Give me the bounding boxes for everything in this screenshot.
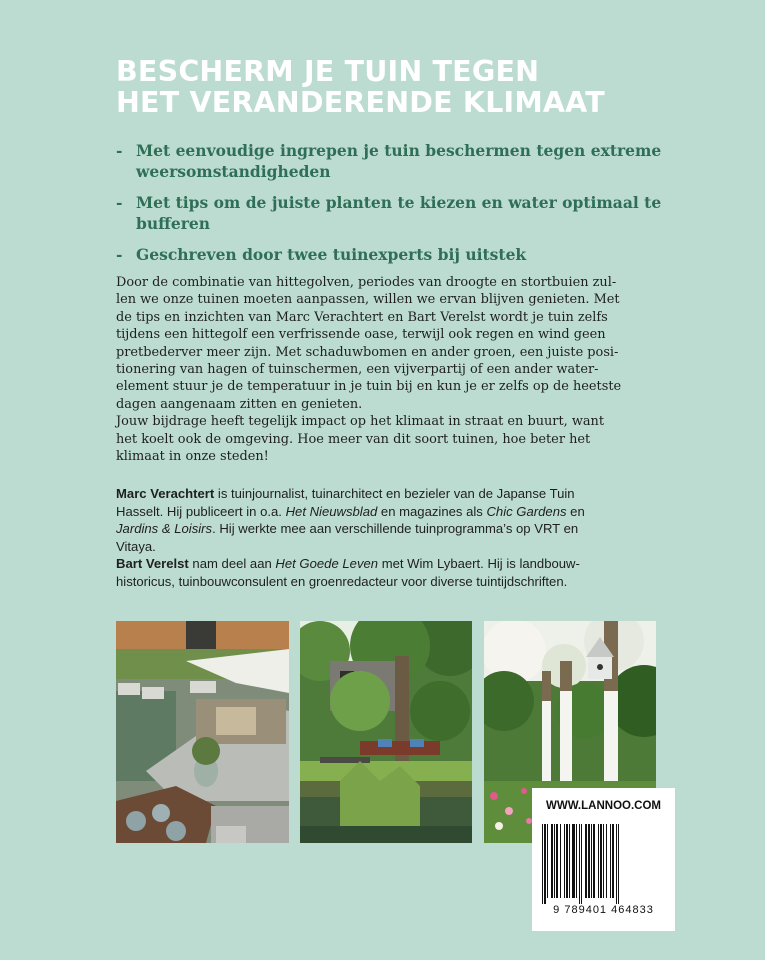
isbn-number: 9 789401 464833 bbox=[553, 904, 654, 916]
headline-line-1: BESCHERM JE TUIN TEGEN bbox=[116, 55, 540, 88]
bio-line bbox=[116, 573, 656, 591]
intro-line: element stuur je de temperatuur in je tuin bij en kun je er zelfs op de heetste bbox=[116, 379, 622, 395]
bio-line bbox=[116, 485, 656, 503]
barcode-bar bbox=[564, 824, 565, 898]
barcode-bar bbox=[603, 824, 604, 898]
bio-text: is tuinjournalist, tuinarchitect en bezieler van de Japanse Tuin bbox=[214, 486, 575, 501]
headline-line-2: HET VERANDERENDE KLIMAAT bbox=[116, 86, 605, 119]
bullet-dash: - bbox=[116, 193, 123, 212]
barcode-bar bbox=[600, 824, 602, 898]
bio-text: Vitaya. bbox=[116, 538, 156, 554]
barcode-bar bbox=[579, 824, 580, 904]
photo-pond-image bbox=[300, 621, 472, 843]
publication-title: Chic Gardens bbox=[486, 503, 567, 519]
bio-text: en bbox=[566, 503, 585, 519]
barcode-bar bbox=[560, 824, 561, 898]
intro-line: len we onze tuinen moeten aanpassen, willen we ervan blijven genieten. Met bbox=[116, 292, 620, 308]
barcode-bar bbox=[547, 824, 548, 898]
bio-text: nam deel aan bbox=[188, 556, 276, 572]
barcode-bar bbox=[581, 824, 582, 904]
intro-line: Jouw bijdrage heeft tegelijk impact op het klimaat in straat en buurt, want bbox=[116, 414, 605, 430]
barcode-bar bbox=[591, 824, 592, 898]
barcode-bar bbox=[618, 824, 619, 904]
author-name: Marc Verachtert bbox=[116, 486, 215, 501]
intro-line: de tips en inzichten van Marc Verachtert en Bart Verelst wordt je tuin zelfs bbox=[116, 309, 608, 325]
barcode-bar bbox=[612, 824, 614, 898]
author-bio bbox=[116, 485, 656, 591]
intro-line: tijdens een hittegolf een verfrissende oase, terwijl ook regen en wind geen bbox=[116, 327, 606, 343]
intro-line: dagen aangenaam zitten en genieten. bbox=[116, 396, 363, 412]
bullet-dash: - bbox=[116, 141, 123, 160]
barcode-panel bbox=[532, 788, 675, 931]
barcode-bar bbox=[606, 824, 607, 898]
barcode-bar bbox=[585, 824, 587, 898]
barcode-bar bbox=[551, 824, 553, 898]
barcode-bar bbox=[588, 824, 590, 898]
barcode-bar bbox=[593, 824, 595, 898]
bio-line bbox=[116, 555, 656, 573]
barcode-bar bbox=[616, 824, 617, 904]
barcode-bar bbox=[566, 824, 568, 898]
intro-line: klimaat in onze steden! bbox=[116, 449, 269, 465]
intro-line: Door de combinatie van hittegolven, periodes van droogte en stortbuien zul- bbox=[116, 275, 617, 290]
bio-text: met Wim Lybaert. Hij is landbouw- bbox=[378, 556, 580, 572]
barcode-bar bbox=[554, 824, 555, 898]
photo-terrace-image bbox=[116, 621, 289, 843]
bullet-dash: - bbox=[116, 245, 123, 264]
program-title: Het Goede Leven bbox=[275, 556, 379, 572]
barcode-bar bbox=[556, 824, 558, 898]
bio-line bbox=[116, 503, 656, 521]
feature-text: Met tips om de juiste planten te kiezen en water optimaal te bufferen bbox=[136, 193, 662, 233]
barcode-bar bbox=[542, 824, 543, 904]
intro-line: het koelt ook de omgeving. Hoe meer van dit soort tuinen, hoe beter het bbox=[116, 431, 591, 447]
photo-terrace-with-pond bbox=[116, 621, 289, 843]
barcode-bar bbox=[572, 824, 575, 898]
barcode-bar bbox=[598, 824, 599, 898]
author-name: Bart Verelst bbox=[116, 556, 189, 572]
bio-text: Hasselt. Hij publiceert in o.a. bbox=[116, 503, 286, 519]
feature-item bbox=[116, 244, 676, 265]
intro-line: pretbederver meer zijn. Met schaduwbomen en ander groen, een juiste posi- bbox=[116, 344, 619, 360]
barcode-bar bbox=[576, 824, 577, 898]
intro-line: tionering van hagen of tuinschermen, een vijverpartij of een ander water- bbox=[116, 362, 599, 378]
photo-garden-pond-with-tree bbox=[300, 621, 472, 843]
bio-text: . Hij werkte mee aan verschillende tuinprogramma’s op VRT en bbox=[212, 521, 579, 537]
feature-text: Met eenvoudige ingrepen je tuin beschermen tegen extreme weersomstandigheden bbox=[136, 141, 662, 181]
headline bbox=[116, 56, 605, 118]
publication-title: Jardins & Loisirs bbox=[116, 521, 213, 537]
barcode-bar bbox=[610, 824, 611, 898]
publisher-url: WWW.LANNOO.COM bbox=[546, 800, 661, 812]
publication-title: Het Nieuwsblad bbox=[285, 503, 378, 519]
intro-text bbox=[116, 274, 656, 465]
barcode-bar bbox=[569, 824, 570, 898]
feature-item bbox=[116, 192, 676, 234]
barcode-bar bbox=[544, 824, 546, 904]
bio-line bbox=[116, 520, 656, 538]
bio-text: en magazines als bbox=[377, 503, 487, 519]
feature-list bbox=[116, 140, 676, 275]
barcode-icon bbox=[540, 824, 667, 904]
feature-text: Geschreven door twee tuinexperts bij uitstek bbox=[136, 245, 527, 264]
bio-text: historicus, tuinbouwconsulent en groenredacteur voor diverse tuintijdschriften. bbox=[116, 573, 568, 589]
bio-line bbox=[116, 538, 656, 556]
feature-item bbox=[116, 140, 676, 182]
